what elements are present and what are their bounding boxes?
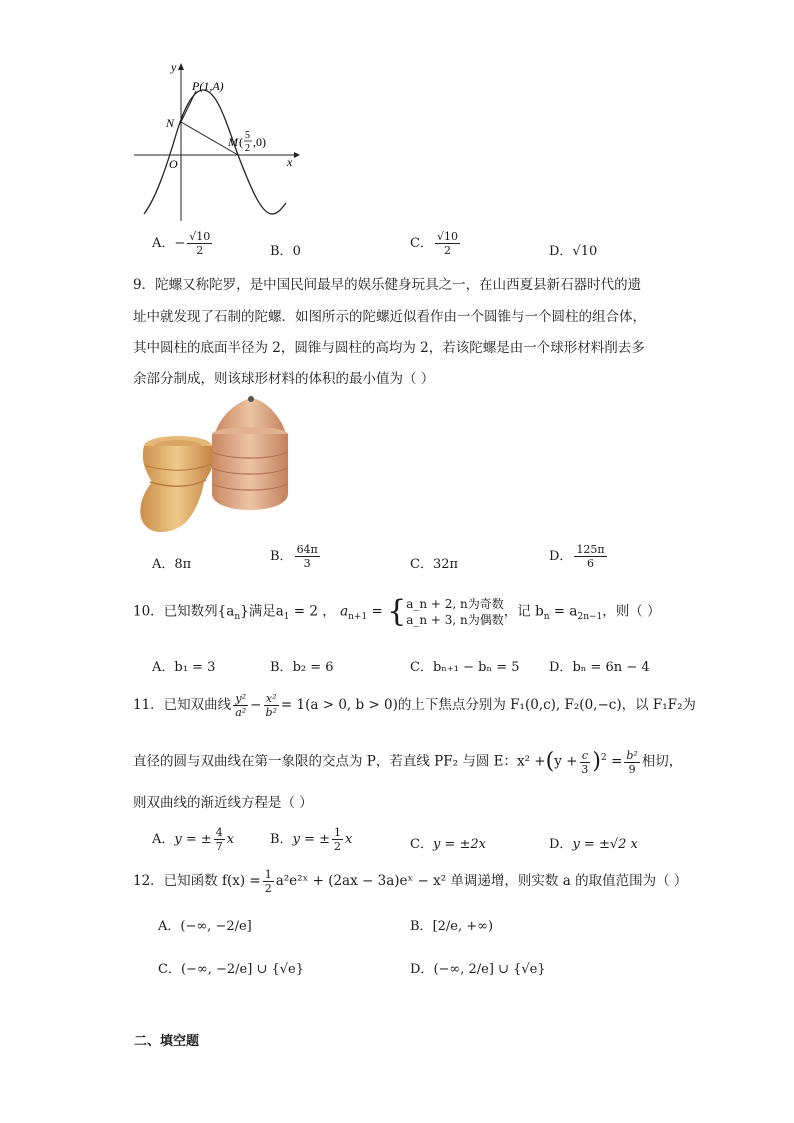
q9-line-4: 余部分制成，则该球形材料的体积的最小值为（ ） <box>133 371 435 387</box>
spinning-top-photo <box>130 394 300 538</box>
x-axis-arrow <box>294 152 300 158</box>
point-N-label: N <box>166 116 175 130</box>
right-spinning-top <box>212 396 288 510</box>
left-spinning-top <box>140 436 213 532</box>
sine-curve <box>144 90 286 214</box>
point-M-paren: ( <box>239 135 243 149</box>
q11-line-1: 11．已知双曲线 $\frac{\text{y²}}{\text{a²}}$ − $\frac{\text{x²}}{\text{b²}}$ = 1(a > 0, b > 0)的上下焦点分别为 F₁(0,c), F₂(0,−c)，以 F₁F₂为 <box>133 692 696 719</box>
q8-option-B[interactable]: B．0 <box>270 244 301 259</box>
x-axis-label: x <box>287 155 293 169</box>
point-P-label: P(1,A) <box>192 79 224 93</box>
sine-graph-figure <box>128 58 308 226</box>
point-M-label: M <box>228 135 238 149</box>
q8-option-A[interactable]: A．− $\frac{√10}{2}$ <box>152 230 211 257</box>
q11-line-2: 直径的圆与双曲线在第一象限的交点为 P，若直线 PF₂ 与圆 E：x² +(y + $\frac{c}{3}$ )$^2$ = $\frac{\text{b²}}{9}$ 相切， <box>133 748 683 776</box>
section-heading-fill-in: 二、填空题 <box>134 1034 200 1049</box>
q12-option-D[interactable]: D．(−∞, 2/e] ∪ {√e} <box>410 962 546 977</box>
q9-line-3: 其中圆柱的底面半径为 2，圆锥与圆柱的高均为 2，若该陀螺是由一个球形材料削去多 <box>133 340 645 356</box>
segment-NP <box>181 91 196 122</box>
q11-option-C[interactable]: C．y = ±2x <box>410 837 486 852</box>
point-M-num: 5 <box>245 130 250 141</box>
q9-line-2: 址中就发现了石制的陀螺．如图所示的陀螺近似看作由一个圆锥与一个圆柱的组合体， <box>133 309 646 325</box>
point-M-suffix: ,0) <box>253 135 266 149</box>
q11-option-A[interactable]: A．y = ± $\frac{4}{7}$ x <box>152 826 235 853</box>
q8-option-C[interactable]: C． $\frac{√10}{2}$ <box>410 230 458 257</box>
q10-stem: 10．已知数列$\{a_n\}$满足$a_1 = 2$ ， $a_{n+1}$ = { a_n + 2, n为奇数 a_n + 3, n为偶数 ，记 $b_n = a_{2n-1}$，则（ ） <box>133 594 661 629</box>
q10-option-D[interactable]: D．bₙ = 6n − 4 <box>549 660 650 675</box>
q10-option-C[interactable]: C．bₙ₊₁ − bₙ = 5 <box>410 660 520 675</box>
origin-label: O <box>169 157 178 171</box>
q12-option-C[interactable]: C．(−∞, −2/e] ∪ {√e} <box>158 962 304 977</box>
q10-option-A[interactable]: A．b₁ = 3 <box>152 660 216 675</box>
q11-option-B[interactable]: B．y = ± $\frac{1}{2}$ x <box>270 826 353 853</box>
y-axis-label: y <box>171 60 177 74</box>
q9-line-1: 9．陀螺又称陀罗，是中国民间最早的娱乐健身玩具之一，在山西夏县新石器时代的遗 <box>133 277 642 293</box>
q12-stem: 12．已知函数 f(x) = $\frac{1}{2}$ a²e²ˣ + (2ax − 3a)eˣ − x² 单调递增，则实数 a 的取值范围为（ ） <box>133 868 688 895</box>
q8-option-D[interactable]: D．√10 <box>549 244 598 259</box>
point-M-den: 2 <box>245 143 250 154</box>
q9-option-C[interactable]: C．32π <box>410 557 459 572</box>
q12-option-B[interactable]: B．[2/e, +∞) <box>410 919 494 934</box>
q10-option-B[interactable]: B．b₂ = 6 <box>270 660 334 675</box>
q9-option-A[interactable]: A．8π <box>152 557 192 572</box>
q12-option-A[interactable]: A．(−∞, −2/e] <box>158 919 252 934</box>
q9-option-B[interactable]: B． $\frac{64\pi}{3}$ <box>270 543 318 570</box>
y-axis-arrow <box>178 63 184 70</box>
q11-option-D[interactable]: D．y = ±√2 x <box>549 837 638 852</box>
q9-option-D[interactable]: D． $\frac{125\pi}{6}$ <box>549 543 605 570</box>
q11-line-3: 则双曲线的渐近线方程是（ ） <box>133 795 313 811</box>
